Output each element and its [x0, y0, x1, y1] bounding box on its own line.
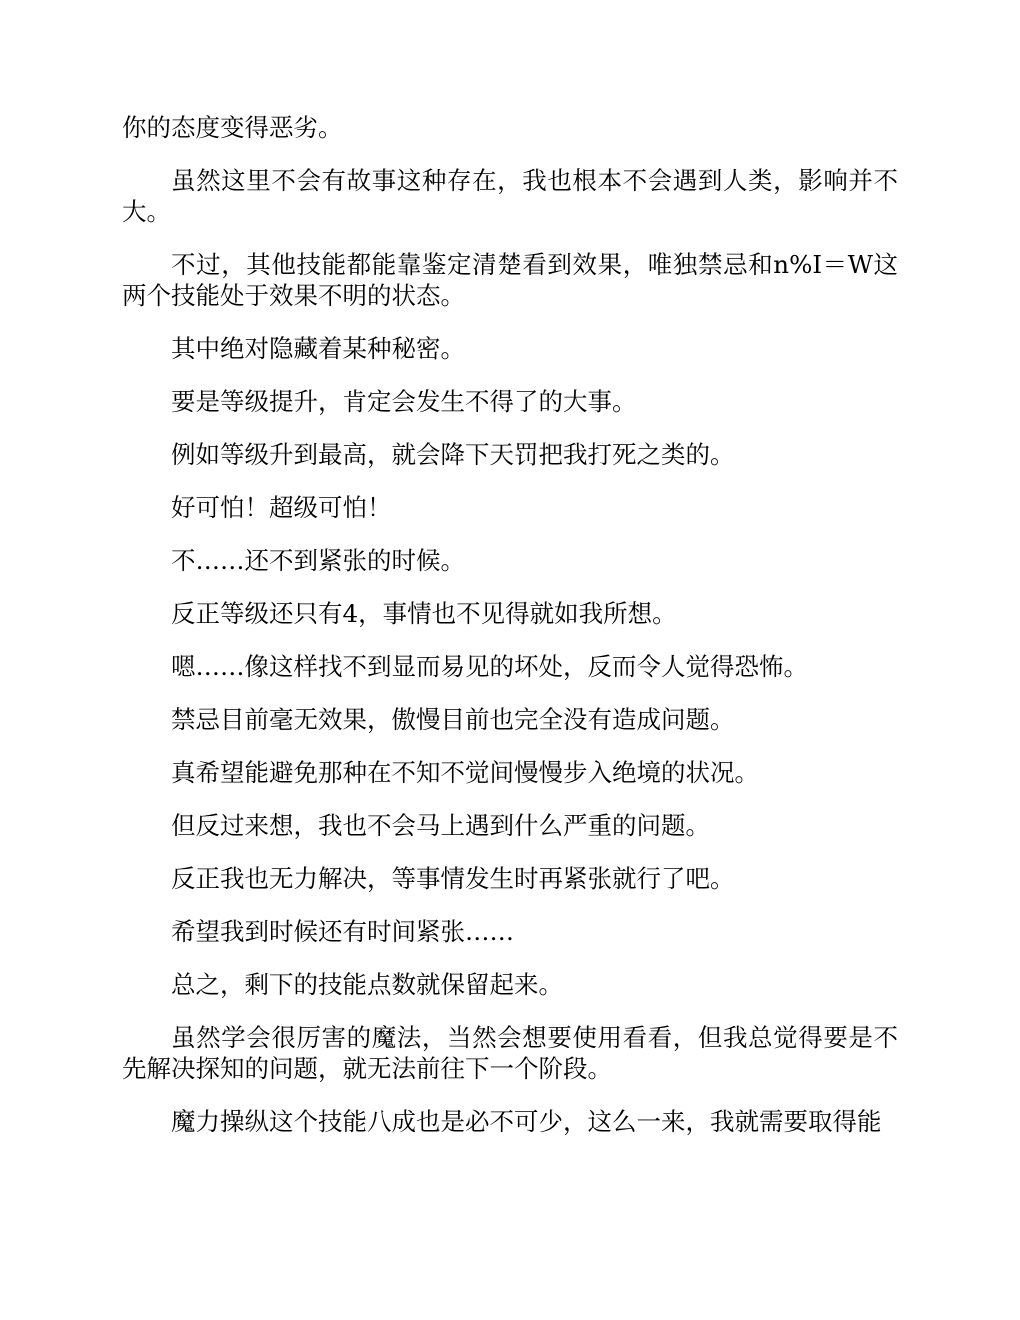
paragraph: 希望我到时候还有时间紧张…… [171, 917, 514, 946]
paragraph: 不……还不到紧张的时候。 [171, 546, 465, 575]
paragraph: 例如等级升到最高，就会降下天罚把我打死之类的。 [171, 440, 735, 469]
paragraph: 你的态度变得恶劣。 [122, 113, 343, 142]
paragraph: 不过，其他技能都能靠鉴定清楚看到效果，唯独禁忌和n%I＝W这两个技能处于效果不明的状态。 [122, 250, 898, 310]
paragraph: 要是等级提升，肯定会发生不得了的大事。 [171, 387, 637, 416]
paragraph: 反正我也无力解决，等事情发生时再紧张就行了吧。 [171, 864, 735, 893]
paragraph: 其中绝对隐藏着某种秘密。 [171, 334, 465, 363]
paragraph: 好可怕！超级可怕！ [171, 493, 392, 522]
paragraph: 反正等级还只有4，事情也不见得就如我所想。 [171, 599, 677, 628]
paragraph: 嗯……像这样找不到显而易见的坏处，反而令人觉得恐怖。 [171, 652, 808, 681]
paragraph: 真希望能避免那种在不知不觉间慢慢步入绝境的状况。 [171, 758, 759, 787]
paragraph: 虽然这里不会有故事这种存在，我也根本不会遇到人类，影响并不大。 [122, 166, 898, 226]
paragraph: 虽然学会很厉害的魔法，当然会想要使用看看，但我总觉得要是不先解决探知的问题，就无法前往下一个阶段。 [122, 1023, 898, 1083]
paragraph: 魔力操纵这个技能八成也是必不可少，这么一来，我就需要取得能 [171, 1107, 882, 1136]
paragraph: 禁忌目前毫无效果，傲慢目前也完全没有造成问题。 [171, 705, 735, 734]
paragraph: 总之，剩下的技能点数就保留起来。 [171, 970, 563, 999]
body-text [122, 112, 898, 1159]
paragraph: 但反过来想，我也不会马上遇到什么严重的问题。 [171, 811, 710, 840]
